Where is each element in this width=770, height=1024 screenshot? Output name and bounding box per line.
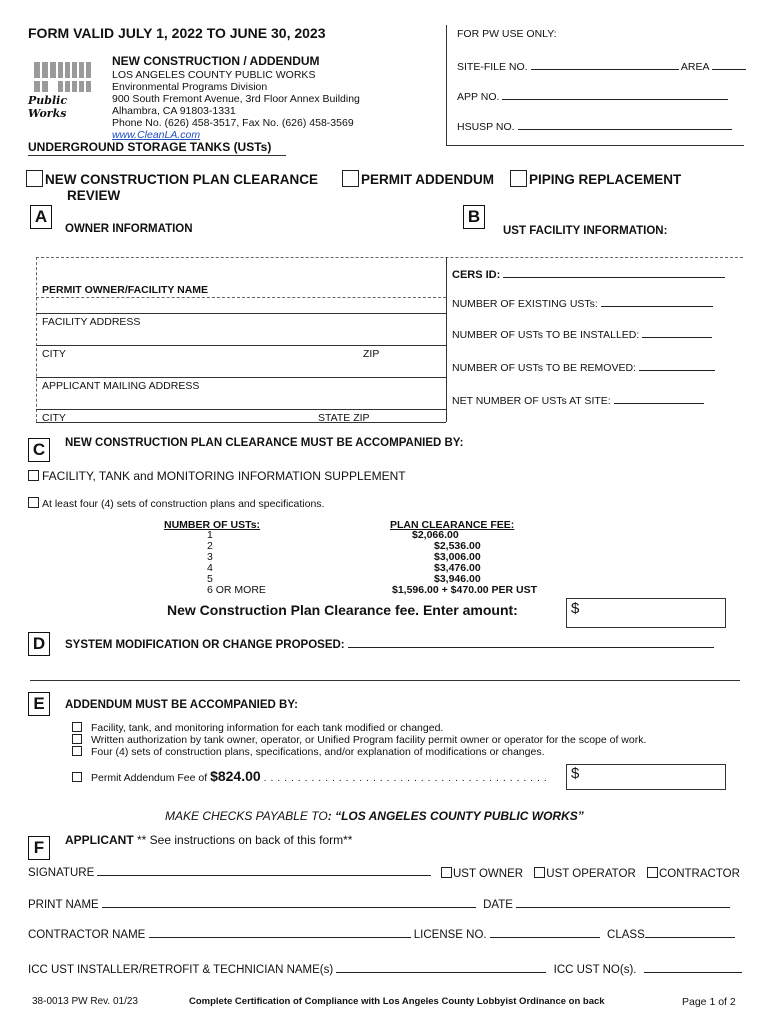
hsusp-row [457,121,732,133]
addendum-fee-dots: . . . . . . . . . . . . . . . . . . . . . . . . . . . . . . . . . . . . . . . . . . [263,772,548,784]
installed-label: NUMBER OF USTs TO BE INSTALLED: [452,329,640,341]
contractor-label: CONTRACTOR [658,868,740,880]
enter-amount-label: New Construction Plan Clearance fee. Enter amount: [167,602,518,618]
zip-label: ZIP [363,348,380,360]
icc-names-label: ICC UST INSTALLER/RETROFIT & TECHNICIAN NAME(s) [28,964,334,976]
col-usts-header: NUMBER OF USTs: [164,519,261,531]
cers-id-row [452,269,725,281]
ust-count: 6 OR MORE [207,584,266,596]
fee-value: $2,066.00 [412,529,459,541]
ust-count: 4 [207,562,213,574]
website-link[interactable]: www.CleanLA.com [112,129,201,141]
addendum-checkbox[interactable] [72,722,82,732]
checks-payable-value: : “LOS ANGELES COUNTY PUBLIC WORKS” [327,809,584,823]
app-no-field[interactable] [502,99,728,100]
ust-count: 3 [207,551,213,563]
section-e-letter: E [28,692,50,716]
cers-id-field[interactable] [503,277,725,278]
icc-row [28,964,742,976]
addendum-checkbox[interactable] [72,734,82,744]
role-options [441,867,740,880]
signature-field[interactable] [97,875,431,876]
facility-address-label: FACILITY ADDRESS [42,316,141,328]
installed-row [452,329,712,341]
agency-line: 900 South Fremont Avenue, 3rd Floor Annex Building [112,93,360,105]
agency-line: LOS ANGELES COUNTY PUBLIC WORKS [112,69,316,81]
fee-value: $3,006.00 [434,551,481,563]
city-label: CITY [42,348,66,360]
ust-facility-title: UST FACILITY INFORMATION: [503,225,668,237]
section-b-letter: B [463,205,485,229]
fee-value: $2,536.00 [434,540,481,552]
removed-label: NUMBER OF USTs TO BE REMOVED: [452,362,636,374]
date-field[interactable] [516,907,730,908]
plan-clearance-label: NEW CONSTRUCTION PLAN CLEARANCE [45,172,318,187]
site-file-label: SITE-FILE NO. [457,61,528,73]
license-field[interactable] [490,937,600,938]
class-label: CLASS [607,929,645,941]
section-d-title: SYSTEM MODIFICATION OR CHANGE PROPOSED: [65,639,345,651]
public-works-logo [26,58,98,120]
section-f-title-row [65,833,352,847]
contractor-name-label: CONTRACTOR NAME [28,929,146,941]
plans-checkbox[interactable] [28,497,39,508]
ust-operator-option[interactable] [534,868,635,880]
section-f-letter: F [28,836,50,860]
state-zip-label: STATE ZIP [318,412,370,424]
license-label: LICENSE NO. [413,929,487,941]
ust-operator-label: UST OPERATOR [546,868,636,880]
option-piping-replacement[interactable] [510,170,681,187]
ust-owner-checkbox[interactable] [441,867,452,878]
permit-owner-label: PERMIT OWNER/FACILITY NAME [42,284,209,296]
ust-owner-label: UST OWNER [453,868,524,880]
site-file-row [457,61,746,73]
date-label: DATE [483,899,513,911]
print-name-label: PRINT NAME [28,899,99,911]
class-field[interactable] [645,937,735,938]
area-label: AREA [680,61,709,73]
city2-label: CITY [42,412,66,424]
icc-names-field[interactable] [336,972,546,973]
addendum-fee-row[interactable] [72,768,547,784]
agency-line: Phone No. (626) 458-3517, Fax No. (626) 458-3569 [112,117,354,129]
removed-row [452,362,715,374]
form-number: 38-0013 PW Rev. 01/23 [32,996,138,1007]
addendum-item[interactable] [72,746,646,758]
supplement-checkbox[interactable] [28,470,39,481]
addendum-item[interactable] [72,734,646,746]
owner-info-title: OWNER INFORMATION [65,223,193,235]
ust-owner-option[interactable] [441,868,523,880]
net-label: NET NUMBER OF USTs AT SITE: [452,395,611,407]
logo-text: Public Works [28,94,68,120]
form-title: NEW CONSTRUCTION / ADDENDUM [112,54,320,68]
print-name-field[interactable] [102,907,476,908]
checks-payable-label: MAKE CHECKS PAYABLE TO [165,809,328,823]
section-d-letter: D [28,632,50,656]
fee-table-fee-col [392,530,552,596]
form-valid-title: FORM VALID JULY 1, 2022 TO JUNE 30, 2023 [28,25,326,41]
addendum-item-label: Facility, tank, and monitoring information for each tank modified or changed. [91,722,444,734]
icc-nos-field[interactable] [644,972,742,973]
net-row [452,395,704,407]
option-plan-clearance[interactable] [26,170,318,204]
section-c-letter: C [28,438,50,462]
ust-count: 2 [207,540,213,552]
permit-owner-field[interactable] [40,298,442,312]
checks-payable [165,809,584,823]
pw-use-box [446,25,744,146]
lobbyist-notice: Complete Certification of Compliance with Los Angeles County Lobbyist Ordinance on back [189,996,605,1007]
addendum-amount-field[interactable] [566,764,726,790]
addendum-items [72,722,646,758]
section-d-row [65,639,714,651]
addendum-item-label: Four (4) sets of construction plans, specifications, and/or explanation of modifications or changes. [91,746,545,758]
hsusp-label: HSUSP NO. [457,121,515,133]
page-number: Page 1 of 2 [682,996,736,1008]
fee-value: $3,946.00 [434,573,481,585]
removed-field[interactable] [639,370,715,371]
net-field[interactable] [614,403,704,404]
addendum-fee-amount: $824.00 [210,768,261,784]
existing-label: NUMBER OF EXISTING USTs: [452,298,598,310]
subject-heading: UNDERGROUND STORAGE TANKS (USTs) [28,140,272,154]
section-f-title: APPLICANT [65,833,134,847]
contractor-name-field[interactable] [149,937,411,938]
signature-row [28,867,431,879]
contractor-row [28,929,735,941]
section-c-title: NEW CONSTRUCTION PLAN CLEARANCE MUST BE ACCOMPANIED BY: [65,437,464,449]
permit-addendum-label: PERMIT ADDENDUM [361,172,494,187]
contractor-option[interactable] [647,868,740,880]
app-no-label: APP NO. [457,91,500,103]
section-a-letter: A [30,205,52,229]
piping-replacement-label: PIPING REPLACEMENT [529,172,682,187]
plan-clearance-checkbox[interactable] [26,170,43,187]
plans-label: At least four (4) sets of construction plans and specifications. [42,498,325,510]
ust-operator-checkbox[interactable] [534,867,545,878]
dollar-sign: $ [571,765,580,782]
addendum-item[interactable] [72,722,646,734]
installed-field[interactable] [642,337,712,338]
supplement-label: FACILITY, TANK and MONITORING INFORMATION SUPPLEMENT [42,469,406,483]
pw-use-title: FOR PW USE ONLY: [457,28,557,40]
dollar-sign: $ [571,600,580,617]
agency-address [112,69,360,141]
icc-nos-label: ICC UST NO(s). [553,964,637,976]
addendum-checkbox[interactable] [72,746,82,756]
section-e-title: ADDENDUM MUST BE ACCOMPANIED BY: [65,699,298,711]
signature-label: SIGNATURE [28,867,95,879]
fee-value: $3,476.00 [434,562,481,574]
ust-count: 1 [207,529,213,541]
modification-field[interactable] [348,647,714,648]
mailing-address-label: APPLICANT MAILING ADDRESS [42,380,200,392]
existing-field[interactable] [601,306,713,307]
print-name-row [28,899,730,911]
supplement-item[interactable] [28,469,406,483]
agency-line: Alhambra, CA 91803-1331 [112,105,236,117]
plan-clearance-amount-field[interactable] [566,598,726,628]
addendum-fee-checkbox[interactable] [72,772,82,782]
contractor-checkbox[interactable] [647,867,658,878]
hsusp-field[interactable] [518,129,732,130]
addendum-fee-label: Permit Addendum Fee of [91,772,208,784]
fee-table-ust-col [207,530,266,596]
existing-row [452,298,713,310]
site-file-field[interactable] [531,69,679,70]
addendum-item-label: Written authorization by tank owner, operator, or Unified Program facility permit owner or operator for the scope of work. [91,734,647,746]
app-no-row [457,91,728,103]
cers-id-label: CERS ID: [452,269,501,281]
permit-addendum-checkbox[interactable] [342,170,359,187]
piping-replacement-checkbox[interactable] [510,170,527,187]
section-f-note: ** See instructions on back of this form** [133,833,353,847]
agency-line: Environmental Programs Division [112,81,268,93]
option-permit-addendum[interactable] [342,170,494,187]
fee-value: $1,596.00 + $470.00 PER UST [392,584,538,596]
col-fee-header: PLAN CLEARANCE FEE: [390,519,515,531]
ust-count: 5 [207,573,213,585]
area-field[interactable] [712,69,746,70]
plan-clearance-label-line2: REVIEW [67,188,121,203]
plans-item[interactable] [28,497,324,510]
